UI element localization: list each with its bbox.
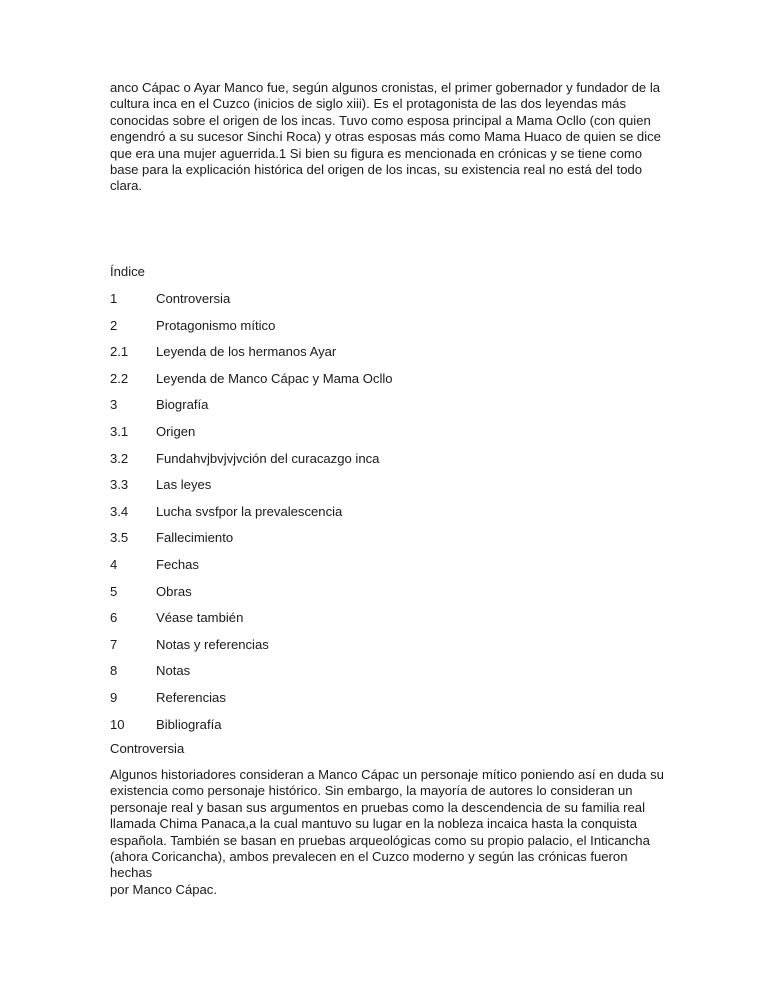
toc-item-number: 8 — [110, 663, 118, 679]
toc-item — [110, 637, 670, 664]
toc-item-number: 7 — [110, 636, 118, 652]
toc-item-label: Bibliografía — [156, 716, 222, 732]
toc-item-number: 4 — [110, 556, 118, 572]
toc-item — [110, 371, 670, 398]
toc-item — [110, 397, 670, 424]
toc-item-number: 3.1 — [110, 423, 129, 439]
toc-item — [110, 477, 670, 504]
toc-item-number: 3.5 — [110, 530, 129, 546]
intro-paragraph — [110, 80, 670, 195]
toc-item-label: Lucha svsfpor la prevalescencia — [156, 503, 343, 519]
section-line: por Manco Cápac. — [110, 881, 217, 897]
toc-item — [110, 584, 670, 611]
toc-item-label: Origen — [156, 423, 196, 439]
section-line: española. También se basan en pruebas arqueológicas como su propio palacio, el Inticancha — [110, 832, 650, 848]
intro-line: que era una mujer aguerrida.1 Si bien su figura es mencionada en crónicas y se tiene como — [110, 145, 643, 161]
index-title: Índice — [110, 264, 145, 279]
intro-line: engendró a su sucesor Sinchi Roca) y otras esposas más como Mama Huaco de quien se dice — [110, 129, 661, 145]
toc-item-number: 1 — [110, 291, 118, 306]
toc-item — [110, 504, 670, 531]
toc-item — [110, 557, 670, 584]
toc-item-label: Notas — [156, 663, 191, 679]
section-line: (ahora Coricancha), ambos prevalecen en el Cuzco moderno y según las crónicas fueron hechas — [110, 849, 628, 881]
toc-item-number: 2 — [110, 317, 118, 333]
toc-item-label: Fallecimiento — [156, 530, 234, 546]
toc-item-label: Biografía — [156, 397, 209, 413]
toc-item-label: Las leyes — [156, 477, 212, 493]
section-line: existencia como personaje histórico. Sin embargo, la mayoría de autores lo consideran un — [110, 783, 633, 799]
toc-item-label: Obras — [156, 583, 192, 599]
toc-item-label: Fechas — [156, 556, 199, 572]
section-line: personaje real y basan sus argumentos en pruebas como la descendencia de su familia real — [110, 799, 645, 815]
toc-item — [110, 690, 670, 717]
toc-item-number: 9 — [110, 689, 118, 705]
toc-item — [110, 717, 670, 744]
toc-item-number: 6 — [110, 610, 118, 626]
table-of-contents — [110, 291, 670, 743]
toc-item-label: Notas y referencias — [156, 636, 269, 652]
toc-item-label: Leyenda de Manco Cápac y Mama Ocllo — [156, 370, 393, 386]
toc-item-number: 2.1 — [110, 344, 129, 360]
toc-item — [110, 424, 670, 451]
intro-line: cultura inca en el Cuzco (inicios de siglo xiii). Es el protagonista de las dos leyendas más — [110, 96, 627, 112]
toc-item-number: 3.2 — [110, 450, 129, 466]
toc-item-number: 2.2 — [110, 370, 129, 386]
toc-item — [110, 610, 670, 637]
toc-item-label: Controversia — [156, 291, 231, 306]
toc-item-label: Véase también — [156, 610, 244, 626]
toc-item-number: 3 — [110, 397, 118, 413]
intro-line: anco Cápac o Ayar Manco fue, según algunos cronistas, el primer gobernador y fundador de la — [110, 80, 661, 95]
toc-item-label: Fundahvjbvjvjvción del curacazgo inca — [156, 450, 380, 466]
toc-item — [110, 530, 670, 557]
toc-item-number: 3.3 — [110, 477, 129, 493]
toc-item-label: Referencias — [156, 689, 226, 705]
toc-item — [110, 344, 670, 371]
section-paragraph — [110, 767, 670, 898]
toc-item — [110, 663, 670, 690]
intro-line: conocidas sobre el origen de los incas. Tuvo como esposa principal a Mama Ocllo (con quien — [110, 112, 651, 128]
toc-item-number: 10 — [110, 716, 125, 732]
toc-item-number: 5 — [110, 583, 118, 599]
toc-item — [110, 451, 670, 478]
toc-item-label: Protagonismo mítico — [156, 317, 276, 333]
intro-line: base para la explicación histórica del origen de los incas, su existencia real no está del todo — [110, 162, 643, 178]
toc-item-label: Leyenda de los hermanos Ayar — [156, 344, 337, 360]
toc-item — [110, 291, 670, 318]
toc-item-number: 3.4 — [110, 503, 129, 519]
toc-item — [110, 318, 670, 345]
section-line: Algunos historiadores consideran a Manco Cápac un personaje mítico poniendo así en duda su — [110, 767, 664, 782]
section-line: llamada Chima Panaca,a la cual mantuvo su lugar en la nobleza incaica hasta la conquista — [110, 816, 637, 832]
intro-line: clara. — [110, 178, 143, 194]
section-heading: Controversia — [110, 741, 185, 756]
